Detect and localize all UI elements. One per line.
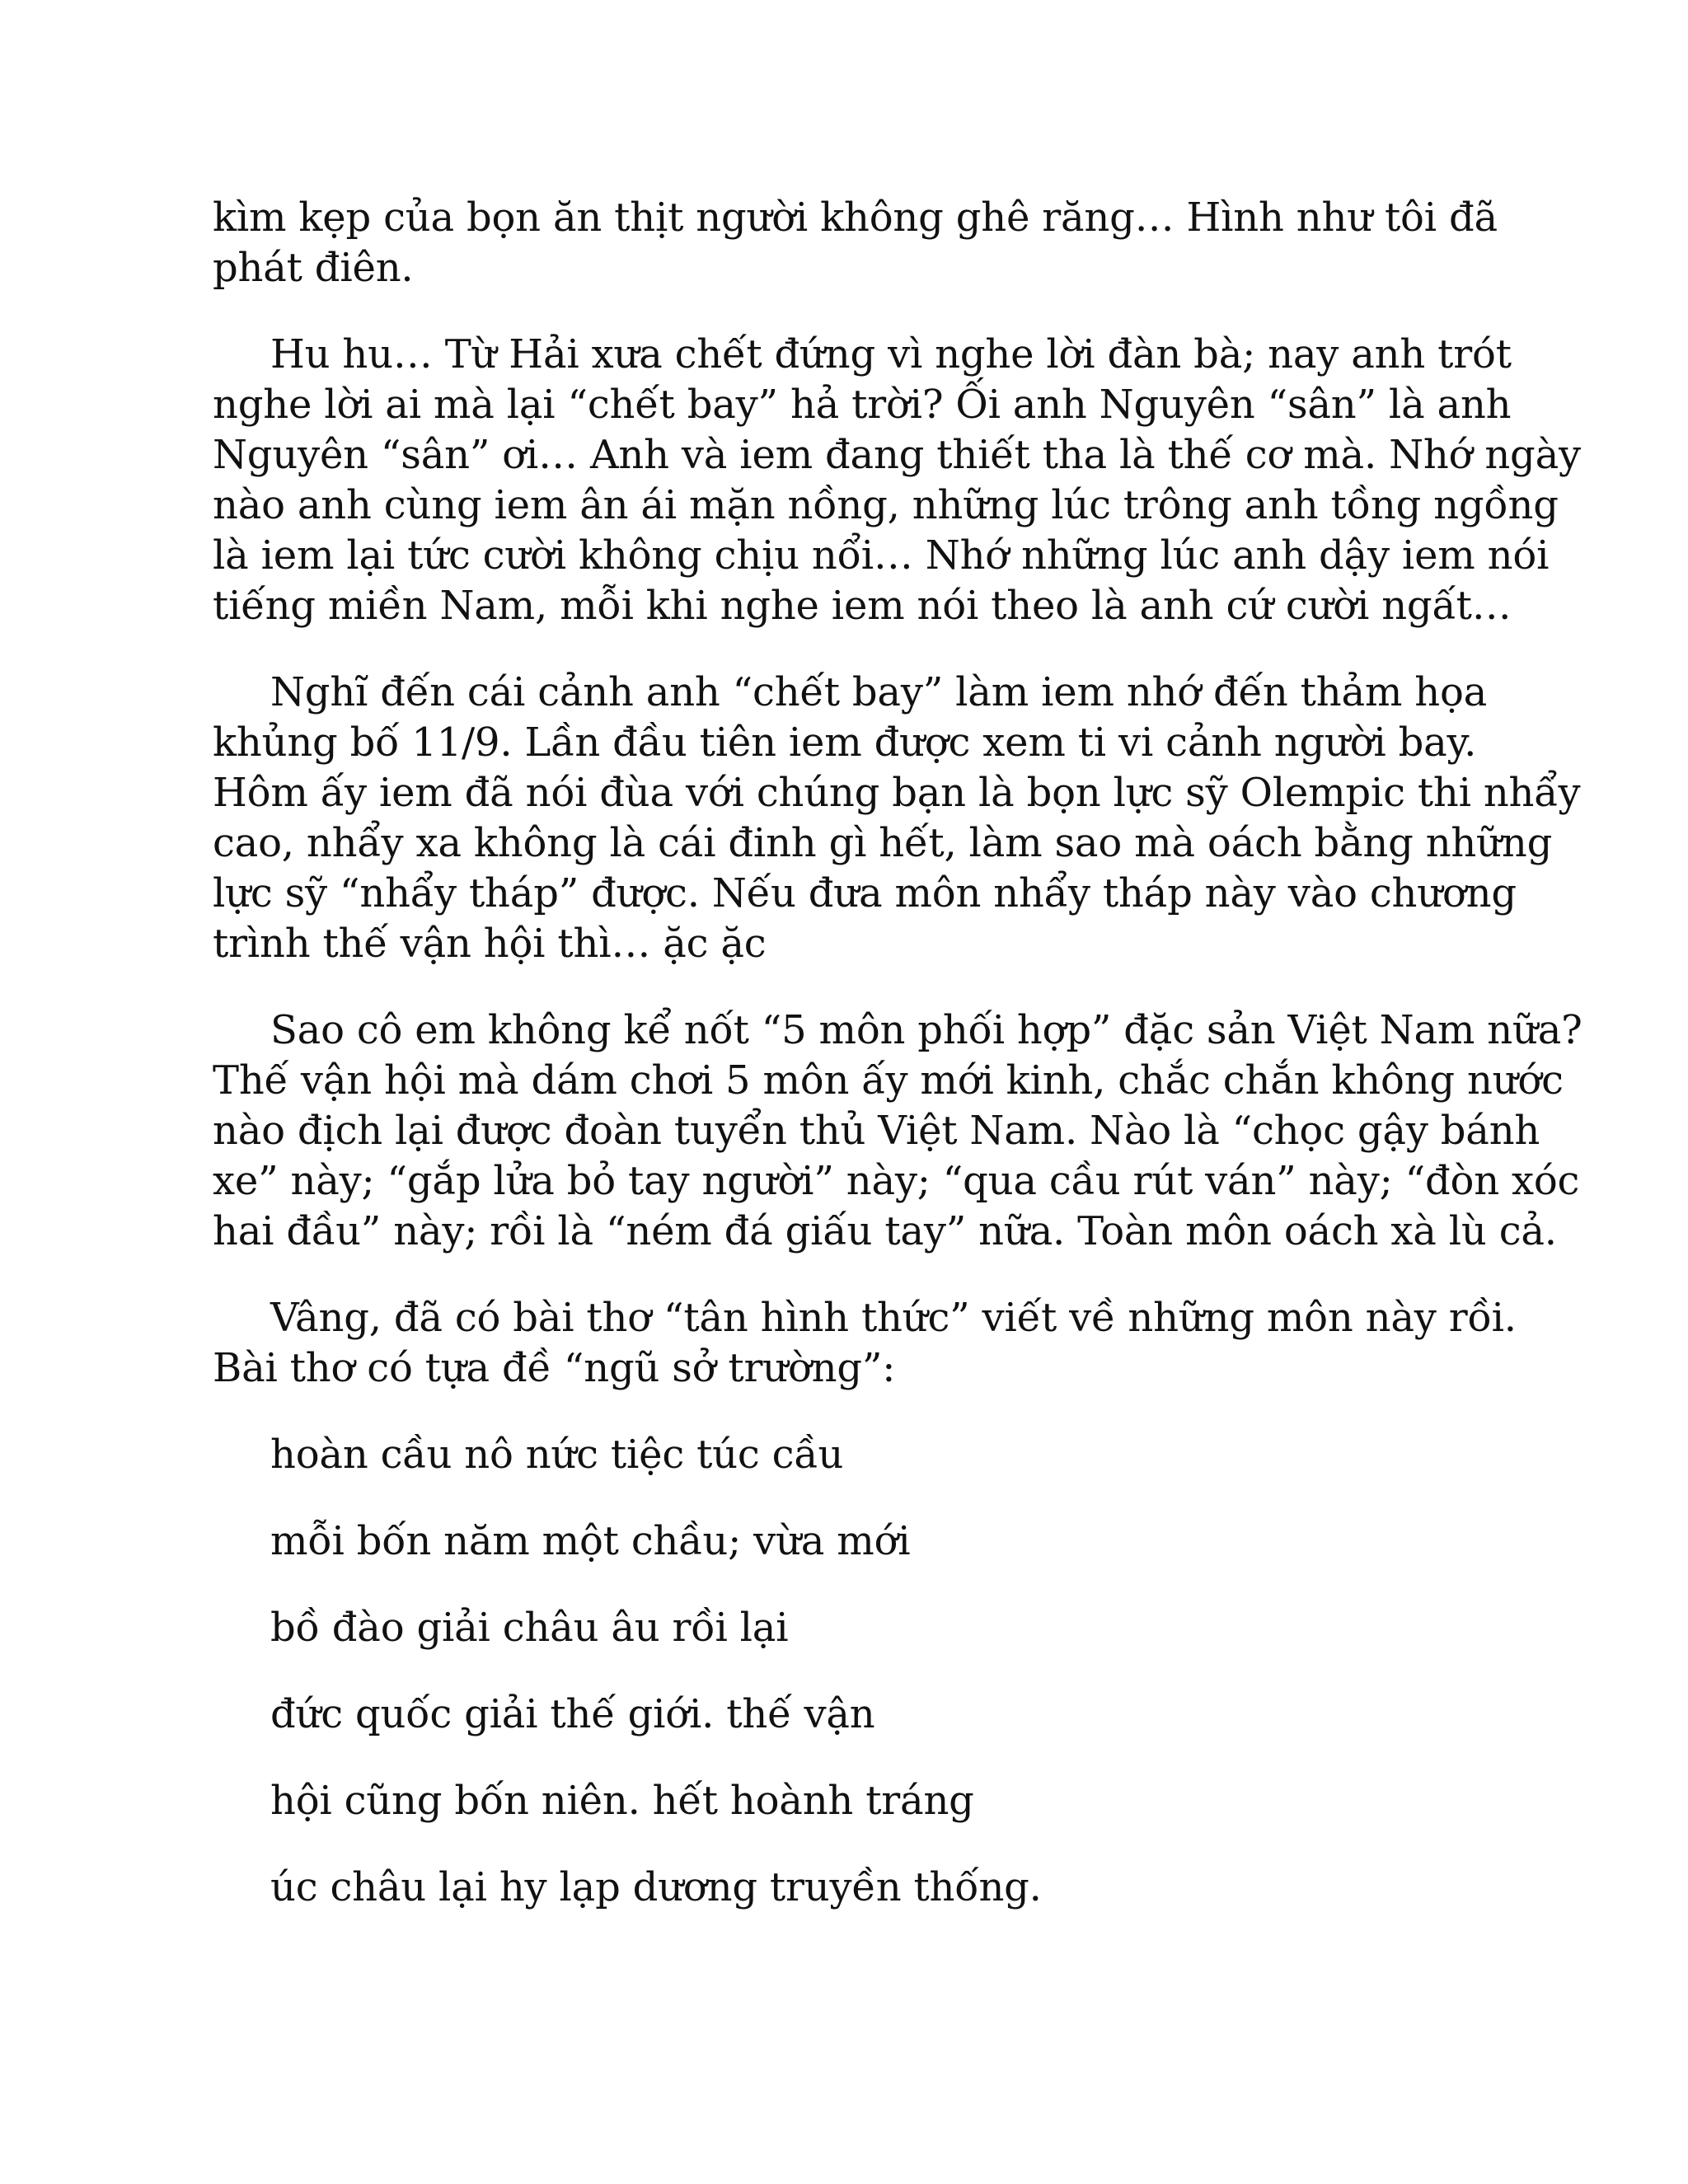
text-line: Nghĩ đến cái cảnh anh “chết bay” làm iem nhớ đến thảm họa — [270, 669, 1488, 715]
paragraph-1 — [213, 193, 1498, 293]
paragraph-3 — [213, 668, 1581, 969]
text-line: Bài thơ có tựa đề “ngũ sở trường”: — [213, 1345, 896, 1391]
text-line: Sao cô em không kể nốt “5 môn phối hợp” đặc sản Việt Nam nữa? — [270, 1007, 1582, 1053]
text-line: Hôm ấy iem đã nói đùa với chúng bạn là bọn lực sỹ Olempic thi nhẩy — [213, 770, 1581, 816]
paragraph-4 — [213, 1005, 1582, 1257]
text-line: Thế vận hội mà dám chơi 5 môn ấy mới kinh, chắc chắn không nước — [213, 1057, 1564, 1104]
poem-line: mỗi bốn năm một chầu; vừa mới — [270, 1518, 911, 1564]
paragraph-2 — [213, 330, 1581, 631]
text-line: phát điên. — [213, 245, 414, 291]
poem-line: hội cũng bốn niên. hết hoành tráng — [270, 1778, 974, 1824]
text-line: Hu hu… Từ Hải xưa chết đứng vì nghe lời đàn bà; nay anh trót — [270, 331, 1512, 377]
text-line: nghe lời ai mà lại “chết bay” hả trời? Ối anh Nguyên “sân” là anh — [213, 382, 1512, 428]
text-body — [213, 193, 1582, 1949]
poem-line: hoàn cầu nô nức tiệc túc cầu — [270, 1432, 844, 1478]
text-line: xe” này; “gắp lửa bỏ tay người” này; “qua cầu rút ván” này; “đòn xóc — [213, 1158, 1580, 1204]
text-line: là iem lại tức cười không chịu nổi… Nhớ những lúc anh dậy iem nói — [213, 532, 1550, 579]
text-line: Vâng, đã có bài thơ “tân hình thức” viết về những môn này rồi. — [270, 1295, 1517, 1341]
text-line: cao, nhẩy xa không là cái đinh gì hết, làm sao mà oách bằng những — [213, 820, 1553, 866]
text-line: lực sỹ “nhẩy tháp” được. Nếu đưa môn nhẩy tháp này vào chương — [213, 870, 1517, 916]
text-line: kìm kẹp của bọn ăn thịt người không ghê răng… Hình như tôi đã — [213, 194, 1498, 241]
text-line: tiếng miền Nam, mỗi khi nghe iem nói theo là anh cứ cười ngất… — [213, 583, 1512, 629]
poem-line: đức quốc giải thế giới. thế vận — [270, 1691, 875, 1737]
text-line: trình thế vận hội thì… ặc ặc — [213, 921, 767, 967]
text-line: nào anh cùng iem ân ái mặn nồng, những lúc trông anh tồng ngồng — [213, 482, 1559, 528]
poem-line: bồ đào giải châu âu rồi lại — [270, 1605, 789, 1651]
text-line: khủng bố 11/9. Lần đầu tiên iem được xem ti vi cảnh người bay. — [213, 719, 1477, 766]
text-line: nào địch lại được đoàn tuyển thủ Việt Nam. Nào là “chọc gậy bánh — [213, 1108, 1540, 1154]
poem-line: úc châu lại hy lạp dương truyền thống. — [270, 1864, 1042, 1910]
text-line: Nguyên “sân” ơi… Anh và iem đang thiết tha là thế cơ mà. Nhớ ngày — [213, 432, 1581, 478]
text-line: hai đầu” này; rồi là “ném đá giấu tay” nữa. Toàn môn oách xà lù cả. — [213, 1208, 1557, 1254]
paragraph-5 — [213, 1293, 1517, 1394]
